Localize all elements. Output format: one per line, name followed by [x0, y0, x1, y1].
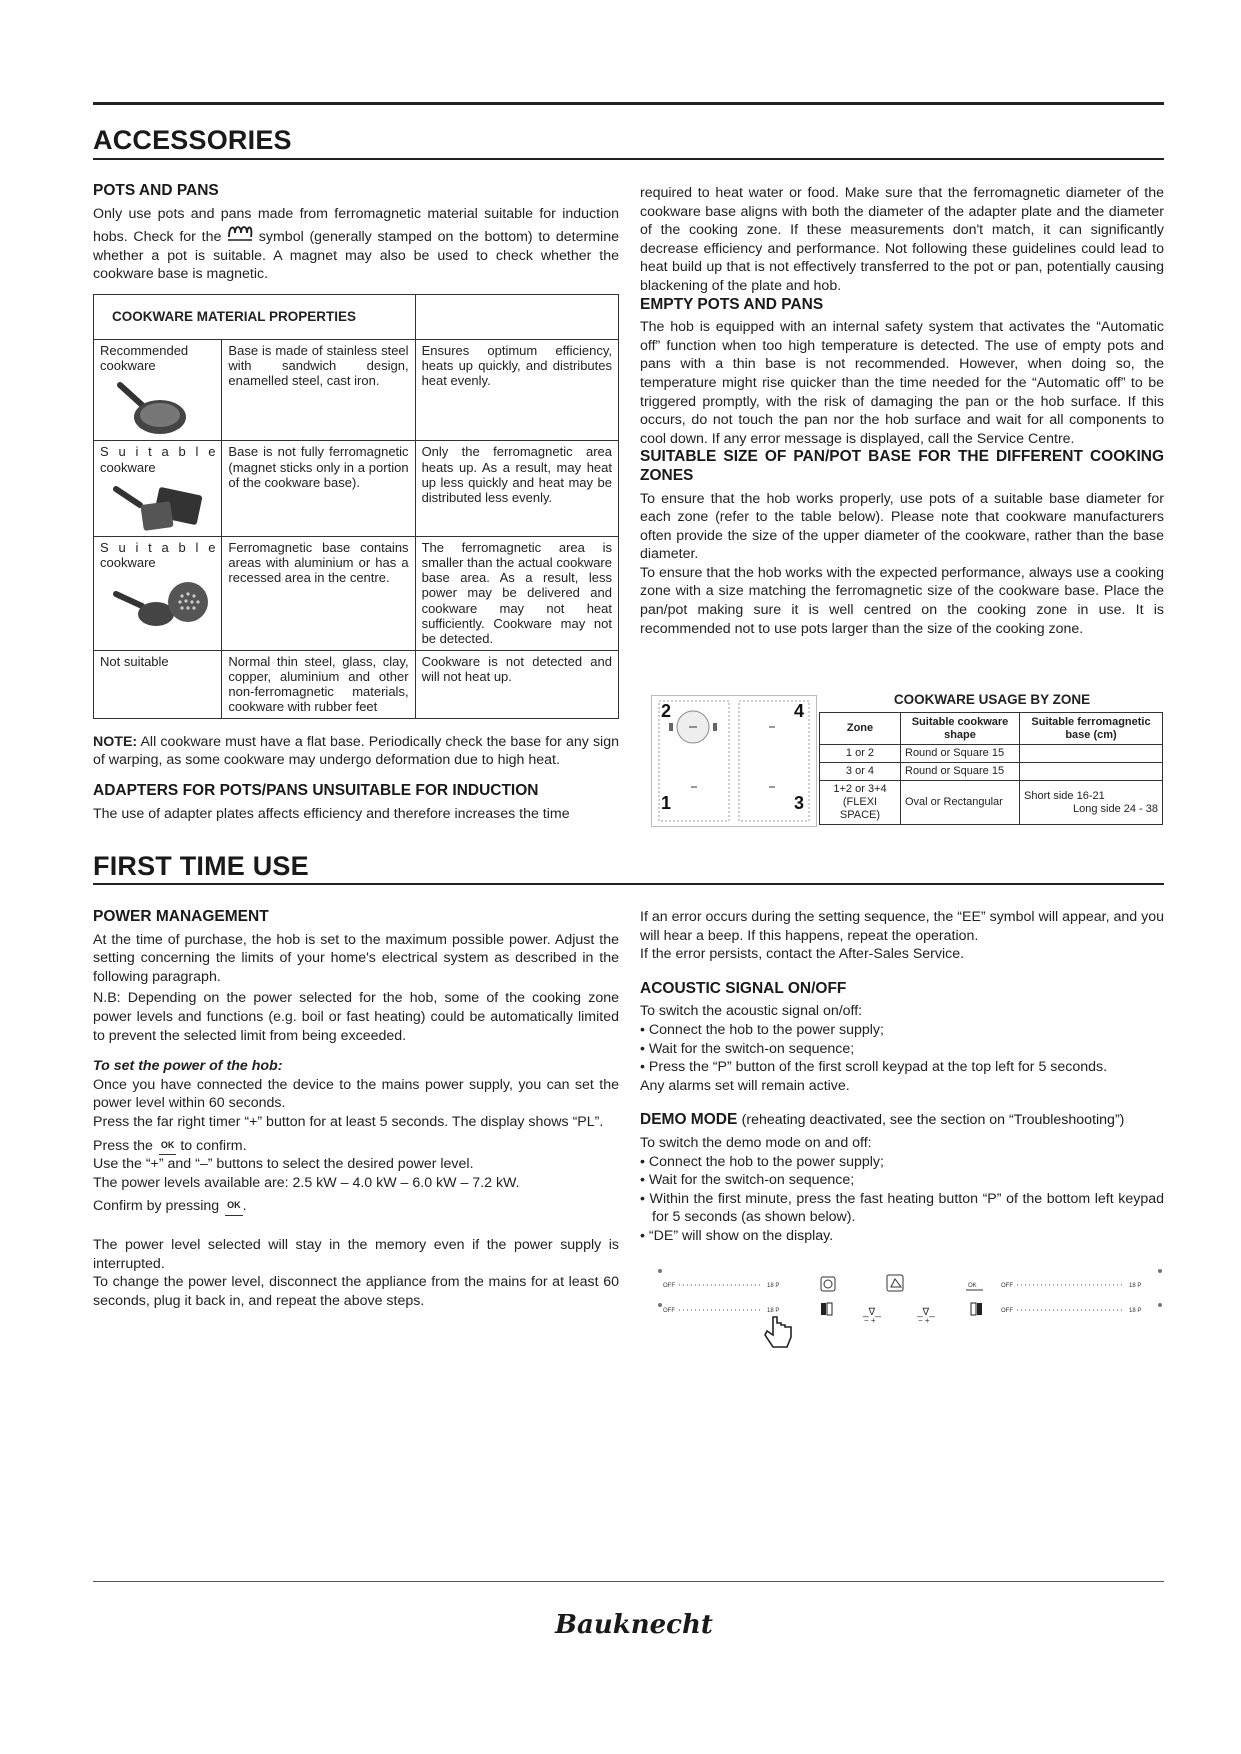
empty-pots-heading: EMPTY POTS AND PANS	[640, 295, 824, 313]
first-use-title: FIRST TIME USE	[93, 851, 309, 881]
panel-ok-label: OK	[968, 1283, 977, 1289]
top-left-boost-label: 18 P	[767, 1283, 780, 1289]
pots-pans-text-2: symbol (generally stamped on the bottom) to determine whether a pot is suitable. A magnet may also be used to check whether the cookware base is magnetic.	[93, 229, 619, 283]
bottom-right-boost-label: 18 P	[1129, 1308, 1142, 1314]
list-item: • Connect the hob to the power supply;	[640, 1153, 884, 1170]
zone-label-1: 1	[661, 793, 672, 813]
table-row: S u i t a b l e cookware Ferromagnetic base contains areas with aluminium or has a recessed area in the centre. The ferromagnetic area is smaller than the actual cookware base area. As a result, less power may be delivered and cookware may not heat sufficiently. Cookware may not be detected.	[94, 536, 619, 650]
brand-logo: Bauknecht	[555, 1610, 713, 1640]
demo-mode-note: (reheating deactivated, see the section on “Troubleshooting”)	[741, 1112, 1125, 1129]
footer-rule	[93, 1581, 1164, 1582]
first-use-left-column: POWER MANAGEMENT At the time of purchase, the hob is set to the maximum possible power. Adjust the setting concerning the limits of your home's electrical system as described in the following paragraph. N.B: Depending on the power selected for the hob, some of the cooking zone power levels and functions (e.g. boil or fast heating) could be automatically limited to prevent the selected limit from being exceeded. To set the power of the hob: Once you have connected the device to the mains power supply, you can set the power level within 60 seconds. Press the far right timer “+” button for at least 5 seconds. The display shows “PL”. Press the OK to confirm. Use the “+” and “–” buttons to select the desired power level. The power levels available are: 2.5 kW – 4.0 kW – 6.0 kW – 7.2 kW. Confirm by pressing OK . The power level selected will stay in the memory even if the power supply is interrupted. To change the power level, disconnect the appliance from the mains for at least 60 seconds, plug it back in, and repeat the above steps.	[93, 908, 619, 1309]
empty-pots-text: The hob is equipped with an internal safety system that activates the “Automatic off” function when too high temperature is detected. The use of empty pots and pans with a thin base is not recommended. However, when doing so, the temperature might rise quicker than the time needed for the “Automatic off” to be triggered promptly, with the risk of damaging the pan or the hob surface. If this occurs, do not touch the pan nor the hob surface and wait for all components to cool down. If any error message is displayed, call the Service Centre.	[640, 319, 1164, 447]
list-item: • Press the “P” button of the first scroll keypad at the top left for 5 seconds.	[640, 1059, 1108, 1076]
table-row: Recommended cookware Base is made of stainless steel with sandwich design, enamelled steel, cast iron. Ensures optimum efficiency, heats up quickly, and distributes heat evenly.	[94, 339, 619, 440]
top-left-off-label: OFF	[663, 1283, 675, 1289]
power-management-heading: POWER MANAGEMENT	[93, 908, 269, 925]
ok-button-icon: OK	[225, 1196, 243, 1216]
power-text-2: N.B: Depending on the power selected for the hob, some of the cooking zone power levels and functions (e.g. boil or fast heating) could be automatically limited to prevent the selected limit from being exceeded.	[93, 990, 619, 1044]
pointing-hand-icon	[765, 1317, 791, 1347]
table-row: Not suitable Normal thin steel, glass, clay, copper, aluminium and other non-ferromagnetic materials, cookware with rubber feet Cookware is not detected and will not heat up.	[94, 650, 619, 718]
adapters-heading: ADAPTERS FOR POTS/PANS UNSUITABLE FOR INDUCTION	[93, 781, 539, 799]
set-power-subheading: To set the power of the hob:	[93, 1058, 283, 1075]
table-row: S u i t a b l e cookware Base is not fully ferromagnetic (magnet sticks only in a portion of the cookware base). Only the ferromagnetic area heats up. As a result, may heat up less quickly and heat may be distributed less evenly.	[94, 441, 619, 536]
accessories-title: ACCESSORIES	[93, 125, 292, 155]
list-item: • Wait for the switch-on sequence;	[640, 1172, 855, 1189]
acoustic-heading: ACOUSTIC SIGNAL ON/OFF	[640, 979, 847, 997]
control-panel-diagram	[655, 1265, 1165, 1355]
note-text: All cookware must have a flat base. Periodically check the base for any sign of warping, as some cookware may undergo deformation due to high heat.	[93, 733, 619, 769]
error-text-1: If an error occurs during the setting sequence, the “EE” symbol will appear, and you will hear a beep. If this happens, repeat the operation.	[640, 909, 1164, 944]
list-item: • Wait for the switch-on sequence;	[640, 1040, 855, 1057]
svg-text:− +: − +	[864, 1316, 876, 1325]
svg-text:− +: − +	[918, 1316, 930, 1325]
cookware-properties-table	[93, 294, 619, 719]
bottom-right-off-label: OFF	[1001, 1308, 1013, 1314]
pan-size-text-2: To ensure that the hob works with the expected performance, always use a cooking zone with a size matching the ferromagnetic size of the cookware base. Place the pan/pot making sure it is well centred on the cooking zone in use. It is recommended not to use pots larger than the size of the cooking zone.	[640, 564, 1164, 637]
table-row: 1 or 2 Round or Square 15	[820, 745, 1163, 763]
pan-size-heading: SUITABLE SIZE OF PAN/POT BASE FOR THE DIFFERENT COOKING ZONES	[640, 448, 1164, 484]
bottom-left-boost-label: 18 P	[767, 1308, 780, 1314]
list-item: • “DE” will show on the display.	[640, 1227, 834, 1244]
frying-pan-icon	[112, 381, 192, 437]
list-item: • Within the first minute, press the fast heating button “P” of the bottom left keypad for 5 seconds (as shown below).	[640, 1190, 1164, 1226]
dotted-base-pan-icon	[112, 578, 212, 634]
demo-mode-heading: DEMO MODE	[640, 1111, 738, 1129]
table-row: 3 or 4 Round or Square 15	[820, 763, 1163, 781]
power-text-10: To change the power level, disconnect the appliance from the mains for at least 60 seconds, plug it back in, and repeat the above steps.	[93, 1274, 619, 1309]
top-right-boost-label: 18 P	[1129, 1283, 1142, 1289]
zone-label-3: 3	[794, 793, 805, 813]
bottom-left-off-label: OFF	[663, 1308, 675, 1314]
adapters-text-2: required to heat water or food. Make sure that the ferromagnetic diameter of the cookware base aligns with both the diameter of the adapter plate and the diameter of the cooking zone. If these measurements don't match, it can significantly decrease efficiency and performance. Not following these guidelines could lead to heat build up that is not effectively transferred to the pot or pan, potentially causing blackening of the plate and hob.	[640, 185, 1164, 294]
accessories-left-column	[93, 182, 619, 823]
accessories-right-column	[640, 184, 1164, 638]
table-header: COOKWARE MATERIAL PROPERTIES	[94, 294, 416, 339]
pots-pans-heading: POTS AND PANS	[93, 182, 219, 199]
induction-coil-icon	[227, 223, 253, 243]
ok-button-icon: OK	[159, 1136, 177, 1156]
error-text-2: If the error persists, contact the After-Sales Service.	[640, 946, 965, 963]
top-right-off-label: OFF	[1001, 1283, 1013, 1289]
table-row: 1+2 or 3+4 (FLEXI SPACE) Oval or Rectangular Short side 16-21 Long side 24 - 38	[820, 781, 1163, 825]
zone-label-2: 2	[661, 701, 672, 721]
zone-table-title: COOKWARE USAGE BY ZONE	[893, 692, 1091, 707]
top-rule	[93, 102, 1164, 105]
svg-text:_∇_: _∇_	[863, 1307, 881, 1318]
power-text-9: The power level selected will stay in the memory even if the power supply is interrupted.	[93, 1236, 619, 1272]
pots-pans-text-1: Only use pots and pans made from ferromagnetic material suitable for induction hobs. Check for the	[93, 205, 619, 246]
first-use-right-column: If an error occurs during the setting sequence, the “EE” symbol will appear, and you will hear a beep. If this happens, repeat the operation. If the error persists, contact the After-Sales Service. ACOUSTIC SIGNAL ON/OFF To switch the acoustic signal on/off: • Connect the hob to the power supply; • Wait for the switch-on sequence; • Press the “P” button of the first scroll keypad at the top left for 5 seconds. Any alarms set will remain active. DEMO MODE (reheating deactivated, see the section on “Troubleshooting”) To switch the demo mode on and off: • Connect the hob to the power supply; • Wait for the switch-on sequence; • Within the first minute, press the fast heating button “P” of the bottom left keypad for 5 seconds (as shown below). • “DE” will show on the display.	[640, 909, 1164, 1244]
zone-label-4: 4	[794, 701, 805, 721]
grill-pan-icon	[112, 483, 208, 533]
pan-size-text-1: To ensure that the hob works properly, use pots of a suitable base diameter for each zone (refer to the table below). Please note that cookware manufacturers often provide the size of the upper diameter of the cookware, rather than the base diameter.	[640, 490, 1164, 563]
power-text-6: Use the “+” and “–” buttons to select the desired power level.	[93, 1156, 474, 1173]
power-text-1: At the time of purchase, the hob is set to the maximum possible power. Adjust the setting concerning the limits of your home's electrical system as described in the following paragraph.	[93, 931, 619, 985]
power-text-4: Press the far right timer “+” button for at least 5 seconds. The display shows “PL”.	[93, 1113, 604, 1130]
power-text-7: The power levels available are: 2.5 kW – 4.0 kW – 6.0 kW – 7.2 kW.	[93, 1174, 520, 1191]
first-use-rule	[93, 883, 1164, 885]
adapters-text-1: The use of adapter plates affects efficiency and therefore increases the time	[93, 805, 570, 822]
power-text-3: Once you have connected the device to the mains power supply, you can set the power level within 60 seconds.	[93, 1076, 619, 1112]
accessories-rule	[93, 158, 1164, 160]
zone-table: Zone Suitable cookware shape Suitable ferromagnetic base (cm) 1 or 2 Round or Square 15 3 or 4 Round or Square 15 1+2 or 3+4 (FLEXI SPACE) Oval or Rectangular Short side 16-21 Long side 24 - 38	[819, 712, 1163, 825]
svg-text:_∇_: _∇_	[917, 1307, 935, 1318]
hob-zone-diagram	[651, 695, 817, 827]
note-label: NOTE:	[93, 733, 138, 750]
list-item: • Connect the hob to the power supply;	[640, 1021, 884, 1038]
